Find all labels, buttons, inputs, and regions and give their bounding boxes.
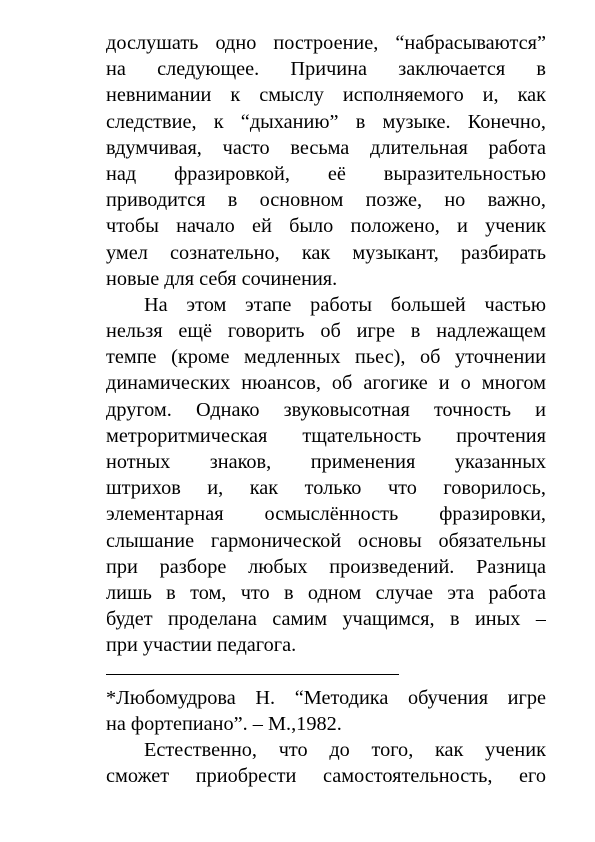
paragraph xyxy=(106,737,546,789)
text-line: приводится в основном позже, но важно, xyxy=(106,189,546,212)
text-line: невнимании к смыслу исполняемого и, как xyxy=(106,84,546,107)
text-line: умел сознательно, как музыкант, разбирать xyxy=(106,241,546,264)
document-page xyxy=(106,30,546,789)
text-line: чтобы начало ей было положено, и ученик xyxy=(106,215,546,238)
text-line: будет проделана самим учащимся, в иных – xyxy=(106,608,546,631)
text-line: другом. Однако звуковысотная точность и xyxy=(106,398,546,421)
text-line: элементарная осмыслённость фразировки, xyxy=(106,503,546,526)
text-line: динамических нюансов, об агогике и о многом xyxy=(106,372,546,395)
text-line: нотных знаков, применения указанных xyxy=(106,451,546,473)
text-line: штрихов и, как только что говорилось, xyxy=(106,477,546,500)
text-line: новые для себя сочинения. xyxy=(106,267,338,290)
text-line: на следующее. Причина заключается в xyxy=(106,58,546,81)
text-line: над фразировкой, её выразительностью xyxy=(106,162,546,185)
text-line: сможет приобрести самостоятельность, его xyxy=(106,765,546,788)
text-line: дослушать одно построение, “набрасываются” xyxy=(106,32,546,54)
paragraph xyxy=(106,292,546,659)
text-line: лишь в том, что в одном случае эта работа xyxy=(106,581,546,604)
text-line: нельзя ещё говорить об игре в надлежащем xyxy=(106,320,546,343)
footnote xyxy=(106,685,546,737)
footnote-line: на фортепиано”. – М.,1982. xyxy=(106,712,342,735)
footnote-line: *Любомудрова Н. “Методика обучения игре xyxy=(106,686,546,709)
text-line: Естественно, что до того, как ученик xyxy=(144,738,546,761)
text-line: вдумчивая, часто весьма длительная работа xyxy=(106,136,546,159)
paragraph-continued xyxy=(106,30,546,292)
footnote-separator xyxy=(106,659,546,685)
text-line: темпе (кроме медленных пьес), об уточнении xyxy=(106,346,546,369)
text-line: метроритмическая тщательность прочтения xyxy=(106,424,546,447)
text-line: На этом этапе работы большей частью xyxy=(144,293,546,316)
text-line: при разборе любых произведений. Разница xyxy=(106,555,546,578)
text-line: следствие, к “дыханию” в музыке. Конечно, xyxy=(106,110,546,133)
footnote-rule xyxy=(106,674,399,675)
text-line: слышание гармонической основы обязательны xyxy=(106,529,546,552)
text-line: при участии педагога. xyxy=(106,634,297,657)
